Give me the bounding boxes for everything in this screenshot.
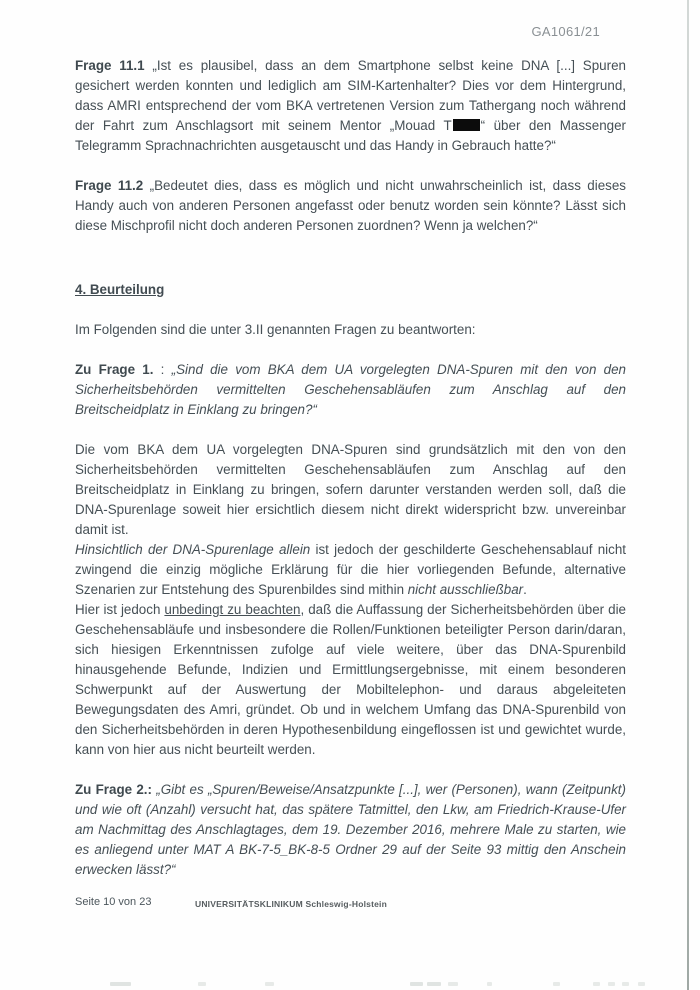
frage-11-2-text: „Bedeutet dies, dass es möglich und nicht unwahrscheinlich ist, dass dieses Handy auch von anderen Personen angefasst oder benutz worden sein könnte? Lässt sich diese Mischprofil nicht doch anderen Personen zuordnen? Wenn ja welchen?“ bbox=[75, 178, 627, 233]
footer-organization: UNIVERSITÄTSKLINIKUM Schleswig-Holstein bbox=[195, 899, 387, 909]
answer-1-p2-middle: ist jedoch der geschilderte Geschehensablauf nicht zwingend die einzig mögliche Erklärung für die hier vorliegenden Befunde, alternative Szenarien zur Entstehung des Spurenbildes sind mithin bbox=[75, 542, 627, 597]
intro-sentence: Im Folgenden sind die unter 3.II genannten Fragen zu beantworten: bbox=[75, 322, 476, 337]
frage-11-1-text-after: “ über den Massenger Telegramm Sprachnachrichten ausgetauscht und das Handy in Gebrauch hatte?“ bbox=[75, 118, 626, 153]
scan-smudge bbox=[198, 982, 206, 986]
scan-smudge bbox=[427, 982, 441, 986]
scan-smudge bbox=[608, 982, 615, 986]
answer-1-p2-end: . bbox=[523, 582, 527, 597]
scan-smudge bbox=[410, 982, 423, 986]
document-body bbox=[75, 0, 626, 880]
scan-smudge bbox=[487, 982, 492, 986]
zu-frage-2-quote: „Gibt es „Spuren/Beweise/Ansatzpunkte [...], wer (Personen), wann (Zeitpunkt) und wie oft (Anzahl) versucht hat, das spätere Tatmittel, den Lkw, am Friedrich-Krause-Ufer am Nachmittag des Anschlagtages, dem 19. Dezember 2016, mehrere Male zu starten, wie es anliegend unter MAT A BK-7-5_BK-8-5 Ordner 29 auf der Seite 93 mittig den Anschein erwecken lässt?“ bbox=[75, 782, 626, 877]
zu-frage-1-quote: „Sind die vom BKA dem UA vorgelegten DNA-Spuren mit den von den Sicherheitsbehörden vermittelten Geschehensabläufen zum Anschlag auf den Breitscheidplatz in Einklang zu bringen?“ bbox=[75, 362, 626, 417]
answer-1-p3-lead: Hier ist jedoch bbox=[75, 602, 165, 617]
redaction-box bbox=[453, 119, 480, 131]
scan-smudge bbox=[448, 982, 458, 986]
section-heading-beurteilung: 4. Beurteilung bbox=[75, 282, 165, 297]
scan-smudge bbox=[593, 982, 600, 986]
scan-smudge bbox=[622, 982, 629, 986]
scan-smudge bbox=[553, 982, 560, 986]
frage-11-1-label: Frage 11.1 bbox=[75, 58, 145, 73]
document-reference: GA1061/21 bbox=[531, 24, 600, 39]
answer-1-p3-underlined: unbedingt zu beachten bbox=[164, 602, 301, 617]
scan-smudge bbox=[638, 982, 645, 986]
answer-1-paragraph-2 bbox=[75, 540, 626, 600]
zu-frage-1-separator: : bbox=[153, 362, 172, 377]
paragraph-frage-11-1 bbox=[75, 56, 626, 156]
answer-1-p2-italic-tail: nicht ausschließbar bbox=[407, 582, 524, 597]
frage-11-2-label: Frage 11.2 bbox=[75, 178, 144, 193]
scan-smudge bbox=[265, 982, 274, 986]
scan-edge-line bbox=[687, 0, 689, 990]
paragraph-frage-11-2 bbox=[75, 176, 626, 236]
footer-page-indicator: Seite 10 von 23 bbox=[75, 896, 152, 908]
paragraph-zu-frage-2 bbox=[75, 780, 626, 880]
answer-1-p3-rest: , daß die Auffassung der Sicherheitsbehörden über die Geschehensabläufe und insbesondere die Rollen/Funktionen beteiligter Person darin/daran, sich hiesigen Erkenntnissen zufolge auf viele weitere, über das DNA-Spurenbild hinausgehende Befunde, Indizien und Ermittlungsergebnisse, mit einem besonderen Schwerpunkt auf der Auswertung der Mobiltelephon- und daraus abgeleiteten Bewegungsdaten des Amri, gründet. Ob und in welchem Umfang das DNA-Spurenbild von den Sicherheitsbehörden in deren Hypothesenbildung eingeflossen ist und gewichtet wurde, kann von hier aus nicht beurteilt werden. bbox=[75, 602, 627, 757]
scan-smudge bbox=[110, 982, 131, 986]
answer-1-paragraph-3 bbox=[75, 600, 626, 760]
paragraph-zu-frage-1 bbox=[75, 360, 626, 420]
answer-1-paragraph-1: Die vom BKA dem UA vorgelegten DNA-Spuren sind grundsätzlich mit den von den Sicherheitsbehörden vermittelten Geschehensabläufen zum Anschlag auf den Breitscheidplatz in Einklang zu bringen, sofern darunter verstanden werden soll, daß die DNA-Spurenlage soweit hier ersichtlich diesem nicht direkt widerspricht bzw. unvereinbar damit ist. bbox=[75, 442, 626, 537]
frage-11-1-text: „Ist es plausibel, dass an dem Smartphone selbst keine DNA [...] Spuren gesichert werden konnten und lediglich am SIM-Kartenhalter? Dies vor dem Hintergrund, dass AMRI entsprechend der vom BKA vertretenen Version zum Tathergang noch während der Fahrt zum Anschlagsort mit seinem Mentor „Mouad T bbox=[75, 58, 626, 133]
answer-1-p2-italic-lead: Hinsichtlich der DNA-Spurenlage allein bbox=[75, 542, 311, 557]
zu-frage-2-label: Zu Frage 2.: bbox=[75, 782, 152, 797]
zu-frage-1-label: Zu Frage 1. bbox=[75, 362, 154, 377]
